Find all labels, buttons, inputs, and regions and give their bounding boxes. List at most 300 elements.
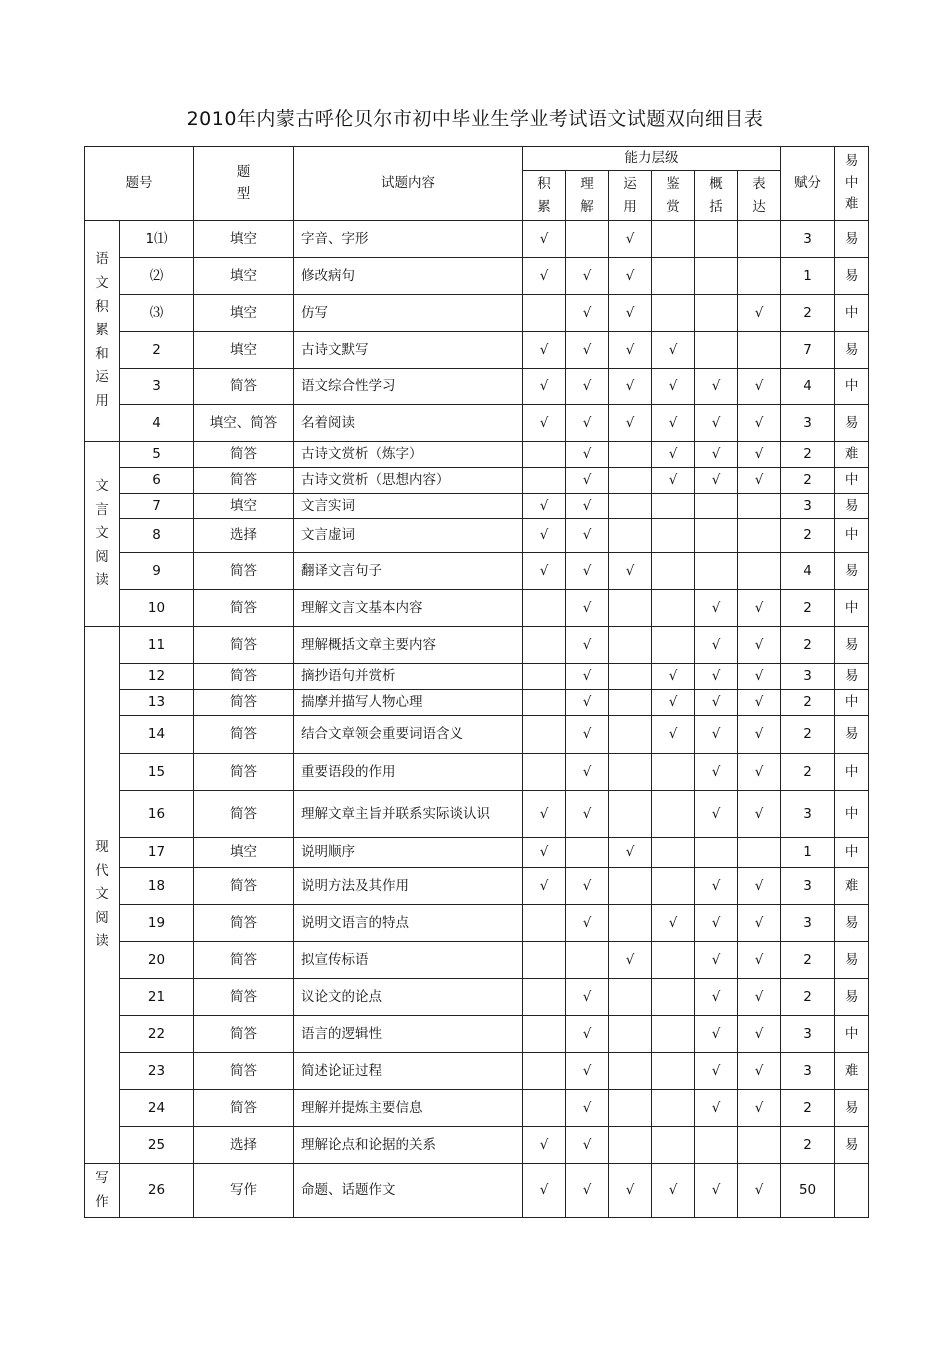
header-ability-sub: 鉴 赏 [652,171,695,221]
ability-mark [566,942,609,979]
difficulty-cell [835,1164,869,1218]
ability-mark: √ [738,442,781,468]
table-row [85,442,869,468]
ability-mark [609,590,652,627]
table-row [85,258,869,295]
score-cell: 2 [781,690,835,716]
ability-mark: √ [523,868,566,905]
score-cell: 3 [781,1016,835,1053]
ability-mark [609,868,652,905]
ability-mark: √ [695,754,738,791]
ability-mark [523,627,566,664]
header-type [194,147,294,221]
ability-mark: √ [652,664,695,690]
ability-mark: √ [652,905,695,942]
question-number: 6 [120,468,194,494]
ability-mark: √ [566,716,609,754]
score-cell: 1 [781,838,835,868]
ability-mark [523,664,566,690]
ability-mark: √ [695,905,738,942]
ability-mark [652,494,695,519]
ability-mark: √ [738,942,781,979]
ability-mark: √ [566,442,609,468]
question-number: 9 [120,553,194,590]
score-cell: 3 [781,664,835,690]
ability-mark: √ [609,405,652,442]
ability-mark [523,1053,566,1090]
question-type: 填空 [194,221,294,258]
question-content: 古诗文默写 [294,332,523,369]
table-row [85,295,869,332]
question-content: 翻译文言句子 [294,553,523,590]
ability-mark: √ [695,468,738,494]
ability-mark [652,1127,695,1164]
header-difficulty [835,147,869,221]
score-cell: 2 [781,519,835,553]
ability-mark: √ [652,369,695,405]
section-name: 文 言 文 阅 读 [85,442,120,627]
question-content: 说明文语言的特点 [294,905,523,942]
score-cell: 3 [781,221,835,258]
difficulty-cell: 中 [835,791,869,838]
ability-mark: √ [609,332,652,369]
question-number: 24 [120,1090,194,1127]
question-content: 理解文章主旨并联系实际谈认识 [294,791,523,838]
ability-mark: √ [695,690,738,716]
ability-mark: √ [566,1016,609,1053]
header-number: 题号 [85,147,194,221]
question-type: 简答 [194,716,294,754]
score-cell: 3 [781,405,835,442]
ability-mark: √ [738,716,781,754]
ability-mark: √ [609,942,652,979]
question-type: 填空 [194,295,294,332]
question-content: 古诗文赏析（炼字） [294,442,523,468]
ability-mark [738,838,781,868]
ability-mark: √ [609,369,652,405]
question-content: 结合文章领会重要词语含义 [294,716,523,754]
question-type: 简答 [194,942,294,979]
table-row [85,942,869,979]
ability-mark: √ [738,405,781,442]
ability-mark [523,905,566,942]
ability-mark [609,442,652,468]
table-row [85,1053,869,1090]
ability-mark [652,942,695,979]
ability-mark [523,716,566,754]
ability-mark: √ [738,1016,781,1053]
ability-mark: √ [566,295,609,332]
ability-mark [523,690,566,716]
ability-mark [695,1127,738,1164]
ability-mark: √ [695,791,738,838]
ability-mark [652,627,695,664]
score-cell: 2 [781,468,835,494]
header-ability-sub: 运 用 [609,171,652,221]
table-row [85,332,869,369]
question-content: 理解概括文章主要内容 [294,627,523,664]
section-name: 语 文 积 累 和 运 用 [85,221,120,442]
question-number: 16 [120,791,194,838]
score-cell: 2 [781,1090,835,1127]
ability-mark [652,1053,695,1090]
score-cell: 2 [781,1127,835,1164]
ability-mark: √ [609,258,652,295]
table-row [85,754,869,791]
table-row [85,1164,869,1218]
ability-mark [523,590,566,627]
question-number: 25 [120,1127,194,1164]
ability-mark: √ [566,664,609,690]
question-content: 议论文的论点 [294,979,523,1016]
ability-mark [609,716,652,754]
ability-mark: √ [566,405,609,442]
ability-mark: √ [652,332,695,369]
question-content: 拟宣传标语 [294,942,523,979]
ability-mark: √ [652,442,695,468]
ability-mark [695,258,738,295]
ability-mark [523,295,566,332]
ability-mark [652,791,695,838]
ability-mark: √ [523,838,566,868]
ability-mark: √ [652,1164,695,1218]
question-content: 理解文言文基本内容 [294,590,523,627]
question-content: 语文综合性学习 [294,369,523,405]
score-cell: 2 [781,979,835,1016]
ability-mark [609,754,652,791]
ability-mark [652,838,695,868]
difficulty-cell: 易 [835,716,869,754]
ability-mark [695,519,738,553]
score-cell: 50 [781,1164,835,1218]
section-name: 现 代 文 阅 读 [85,627,120,1164]
question-content: 说明方法及其作用 [294,868,523,905]
question-number: 12 [120,664,194,690]
score-cell: 3 [781,494,835,519]
ability-mark [609,690,652,716]
question-content: 命题、话题作文 [294,1164,523,1218]
ability-mark: √ [695,590,738,627]
ability-mark: √ [566,369,609,405]
ability-mark: √ [566,905,609,942]
question-content: 修改病句 [294,258,523,295]
ability-mark: √ [566,791,609,838]
question-type: 简答 [194,868,294,905]
question-type: 选择 [194,519,294,553]
ability-mark [652,868,695,905]
ability-mark: √ [523,791,566,838]
ability-mark [609,979,652,1016]
question-number: ⑶ [120,295,194,332]
question-type: 简答 [194,369,294,405]
ability-mark: √ [695,1164,738,1218]
ability-mark [738,332,781,369]
question-type: 简答 [194,1090,294,1127]
question-type: 简答 [194,553,294,590]
question-type: 简答 [194,979,294,1016]
ability-mark: √ [695,405,738,442]
question-type: 选择 [194,1127,294,1164]
score-cell: 1 [781,258,835,295]
difficulty-cell: 易 [835,332,869,369]
difficulty-cell: 中 [835,295,869,332]
difficulty-cell: 中 [835,468,869,494]
question-content: 文言实词 [294,494,523,519]
ability-mark: √ [738,590,781,627]
table-row [85,519,869,553]
question-number: 18 [120,868,194,905]
question-number: 3 [120,369,194,405]
ability-mark: √ [695,664,738,690]
ability-mark: √ [523,258,566,295]
header-ability: 能力层级 [523,147,781,171]
ability-mark [523,1016,566,1053]
ability-mark [695,494,738,519]
question-content: 摘抄语句并赏析 [294,664,523,690]
ability-mark: √ [609,221,652,258]
question-type: 简答 [194,468,294,494]
table-row [85,838,869,868]
ability-mark: √ [738,690,781,716]
score-cell: 2 [781,590,835,627]
header-ability-sub: 理 解 [566,171,609,221]
table-row [85,664,869,690]
ability-mark: √ [695,1016,738,1053]
question-type: 简答 [194,754,294,791]
question-number: 17 [120,838,194,868]
table-row [85,405,869,442]
question-content: 说明顺序 [294,838,523,868]
question-number: 23 [120,1053,194,1090]
score-cell: 3 [781,791,835,838]
ability-mark: √ [523,553,566,590]
question-number: 20 [120,942,194,979]
ability-mark [652,221,695,258]
score-cell: 2 [781,942,835,979]
score-cell: 2 [781,295,835,332]
question-number: 15 [120,754,194,791]
ability-mark: √ [738,791,781,838]
ability-mark [695,838,738,868]
ability-mark [609,791,652,838]
ability-mark [609,1090,652,1127]
ability-mark: √ [695,627,738,664]
ability-mark: √ [566,553,609,590]
ability-mark [695,295,738,332]
ability-mark: √ [738,1053,781,1090]
ability-mark: √ [609,295,652,332]
question-type: 简答 [194,690,294,716]
score-cell: 2 [781,754,835,791]
ability-mark [523,754,566,791]
ability-mark: √ [695,369,738,405]
ability-mark: √ [523,1164,566,1218]
table-row [85,690,869,716]
difficulty-cell: 中 [835,1016,869,1053]
ability-mark: √ [609,838,652,868]
question-content: 仿写 [294,295,523,332]
difficulty-cell: 易 [835,1090,869,1127]
ability-mark [609,468,652,494]
ability-mark: √ [566,627,609,664]
section-name: 写 作 [85,1164,120,1218]
difficulty-cell: 中 [835,369,869,405]
ability-mark: √ [738,979,781,1016]
ability-mark: √ [566,494,609,519]
ability-mark: √ [695,942,738,979]
ability-mark: √ [566,468,609,494]
ability-mark: √ [695,979,738,1016]
score-cell: 3 [781,905,835,942]
question-type: 填空 [194,494,294,519]
difficulty-cell: 易 [835,1127,869,1164]
ability-mark [652,519,695,553]
ability-mark: √ [523,494,566,519]
question-content: 名着阅读 [294,405,523,442]
table-row [85,590,869,627]
question-type: 简答 [194,1053,294,1090]
question-number: 21 [120,979,194,1016]
difficulty-cell: 易 [835,258,869,295]
question-number: 4 [120,405,194,442]
ability-mark: √ [652,716,695,754]
table-row [85,627,869,664]
difficulty-cell: 易 [835,553,869,590]
question-number: 13 [120,690,194,716]
ability-mark: √ [738,754,781,791]
question-type: 简答 [194,791,294,838]
ability-mark: √ [652,405,695,442]
question-type: 简答 [194,442,294,468]
question-type: 填空、简答 [194,405,294,442]
question-type: 简答 [194,905,294,942]
table-row [85,868,869,905]
ability-mark: √ [566,1127,609,1164]
ability-mark: √ [566,1053,609,1090]
question-content: 理解论点和论据的关系 [294,1127,523,1164]
difficulty-cell: 易 [835,942,869,979]
question-number: 8 [120,519,194,553]
ability-mark [652,553,695,590]
question-content: 重要语段的作用 [294,754,523,791]
ability-mark: √ [738,868,781,905]
ability-mark [652,295,695,332]
ability-mark [609,1016,652,1053]
ability-mark: √ [523,369,566,405]
ability-mark: √ [695,868,738,905]
question-content: 简述论证过程 [294,1053,523,1090]
ability-mark [609,905,652,942]
ability-mark [738,221,781,258]
ability-mark: √ [523,1127,566,1164]
difficulty-cell: 易 [835,405,869,442]
ability-mark: √ [566,258,609,295]
ability-mark: √ [738,1164,781,1218]
difficulty-cell: 中 [835,590,869,627]
difficulty-cell: 易 [835,905,869,942]
table-row [85,369,869,405]
table-row [85,791,869,838]
question-number: 14 [120,716,194,754]
ability-mark [652,258,695,295]
ability-mark [652,979,695,1016]
question-number: ⑵ [120,258,194,295]
ability-mark: √ [652,690,695,716]
question-number: 19 [120,905,194,942]
table-row [85,494,869,519]
ability-mark [609,1127,652,1164]
question-content: 语言的逻辑性 [294,1016,523,1053]
ability-mark [738,258,781,295]
score-cell: 4 [781,553,835,590]
ability-mark: √ [566,519,609,553]
table-row [85,905,869,942]
difficulty-cell: 难 [835,1053,869,1090]
ability-mark: √ [566,332,609,369]
ability-mark [652,590,695,627]
score-cell: 2 [781,627,835,664]
question-content: 理解并提炼主要信息 [294,1090,523,1127]
ability-mark [609,1053,652,1090]
ability-mark [695,553,738,590]
question-type: 填空 [194,258,294,295]
question-number: 11 [120,627,194,664]
question-content: 字音、字形 [294,221,523,258]
question-number: 1⑴ [120,221,194,258]
ability-mark: √ [695,716,738,754]
difficulty-cell: 难 [835,442,869,468]
ability-mark [738,519,781,553]
ability-mark: √ [523,405,566,442]
ability-mark: √ [695,1090,738,1127]
ability-mark: √ [738,627,781,664]
ability-mark [609,519,652,553]
ability-mark [738,1127,781,1164]
question-type: 简答 [194,627,294,664]
difficulty-cell: 中 [835,754,869,791]
ability-mark: √ [738,905,781,942]
difficulty-cell: 易 [835,979,869,1016]
question-content: 揣摩并描写人物心理 [294,690,523,716]
ability-mark: √ [523,519,566,553]
table-row [85,1090,869,1127]
question-number: 22 [120,1016,194,1053]
ability-mark [523,942,566,979]
ability-mark: √ [609,1164,652,1218]
score-cell: 3 [781,868,835,905]
question-number: 2 [120,332,194,369]
ability-mark: √ [738,664,781,690]
ability-mark: √ [523,332,566,369]
question-number: 7 [120,494,194,519]
difficulty-cell: 易 [835,494,869,519]
ability-mark [609,494,652,519]
ability-mark [695,332,738,369]
score-cell: 2 [781,442,835,468]
ability-mark [652,1016,695,1053]
difficulty-cell: 易 [835,664,869,690]
header-difficulty-text: 易 中 难 [844,153,859,213]
header-score: 赋分 [781,147,835,221]
header-ability-sub: 积 累 [523,171,566,221]
ability-mark [566,838,609,868]
ability-mark [652,1090,695,1127]
ability-mark: √ [738,1090,781,1127]
table-row [85,553,869,590]
score-cell: 7 [781,332,835,369]
score-cell: 3 [781,1053,835,1090]
table-row [85,716,869,754]
